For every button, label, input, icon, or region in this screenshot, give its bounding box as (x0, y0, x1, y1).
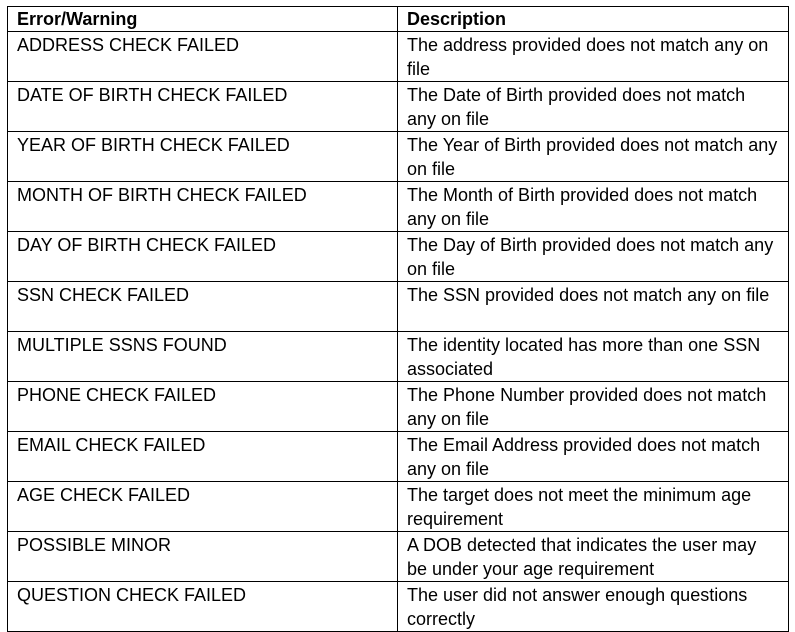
description-cell: The SSN provided does not match any on file (398, 282, 789, 332)
description-cell: The target does not meet the minimum age requirement (398, 482, 789, 532)
table-row (8, 282, 789, 332)
table-row (8, 482, 789, 532)
description-cell: The identity located has more than one SSN associated (398, 332, 789, 382)
description-cell: The Date of Birth provided does not match any on file (398, 82, 789, 132)
table-row (8, 132, 789, 182)
error-code-cell: MULTIPLE SSNS FOUND (8, 332, 398, 382)
table-row (8, 532, 789, 582)
description-cell: The Email Address provided does not match any on file (398, 432, 789, 482)
description-cell: A DOB detected that indicates the user may be under your age requirement (398, 532, 789, 582)
table-row (8, 182, 789, 232)
table-row (8, 232, 789, 282)
error-code-cell: YEAR OF BIRTH CHECK FAILED (8, 132, 398, 182)
error-code-cell: QUESTION CHECK FAILED (8, 582, 398, 632)
description-cell: The Month of Birth provided does not match any on file (398, 182, 789, 232)
header-error-warning: Error/Warning (8, 7, 398, 32)
description-cell: The Year of Birth provided does not match any on file (398, 132, 789, 182)
error-code-cell: MONTH OF BIRTH CHECK FAILED (8, 182, 398, 232)
table-row (8, 382, 789, 432)
description-cell: The Phone Number provided does not match any on file (398, 382, 789, 432)
error-code-cell: ADDRESS CHECK FAILED (8, 32, 398, 82)
error-code-cell: AGE CHECK FAILED (8, 482, 398, 532)
description-cell: The address provided does not match any on file (398, 32, 789, 82)
error-code-cell: SSN CHECK FAILED (8, 282, 398, 332)
error-code-cell: DAY OF BIRTH CHECK FAILED (8, 232, 398, 282)
header-description: Description (398, 7, 789, 32)
table-header-row (8, 7, 789, 32)
error-code-cell: EMAIL CHECK FAILED (8, 432, 398, 482)
table-row (8, 32, 789, 82)
error-code-cell: DATE OF BIRTH CHECK FAILED (8, 82, 398, 132)
description-cell: The Day of Birth provided does not match any on file (398, 232, 789, 282)
error-code-cell: POSSIBLE MINOR (8, 532, 398, 582)
table-row (8, 582, 789, 632)
error-code-cell: PHONE CHECK FAILED (8, 382, 398, 432)
table-row (8, 432, 789, 482)
description-cell: The user did not answer enough questions correctly (398, 582, 789, 632)
table-row (8, 82, 789, 132)
error-warning-table (7, 6, 789, 632)
table-row (8, 332, 789, 382)
